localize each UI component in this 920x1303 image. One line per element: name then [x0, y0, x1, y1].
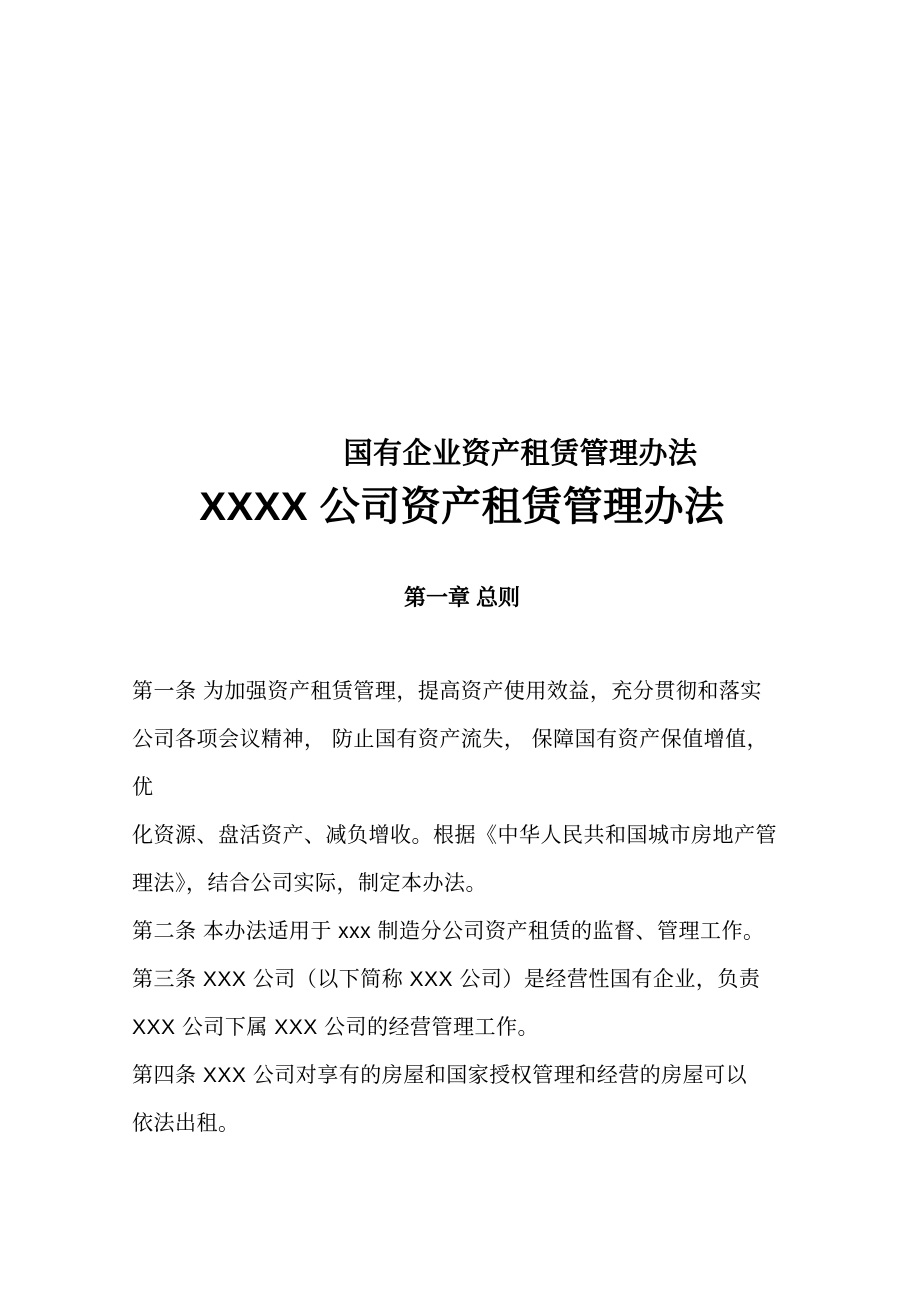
body-line: 第一条 为加强资产租赁管理，提高资产使用效益，充分贯彻和落实: [132, 680, 762, 703]
body-line: 化资源、盘活资产、减负增收。根据《中华人民共和国城市房地产管: [132, 824, 777, 847]
body-line: 依法出租。: [132, 1112, 240, 1135]
body-line: 优: [132, 776, 154, 799]
document-body: [132, 668, 792, 1148]
document-title: XXXX 公司资产租赁管理办法: [199, 485, 725, 529]
body-line: 第二条 本办法适用于 xxx 制造分公司资产租赁的监督、管理工作。: [132, 920, 765, 943]
body-line: 第三条 XXX 公司（以下简称 XXX 公司）是经营性国有企业，负责: [132, 968, 761, 991]
body-line: XXX 公司下属 XXX 公司的经营管理工作。: [132, 1016, 540, 1039]
chapter-heading: 第一章 总则: [403, 585, 521, 610]
body-line: 理法》，结合公司实际，制定本办法。: [132, 872, 487, 895]
body-line: 公司各项会议精神， 防止国有资产流失， 保障国有资产保值增值，: [132, 728, 769, 751]
document-content: [0, 435, 920, 1148]
document-subtitle: 国有企业资产租赁管理办法: [343, 438, 698, 470]
body-line: 第四条 XXX 公司对享有的房屋和国家授权管理和经营的房屋可以: [132, 1064, 748, 1087]
